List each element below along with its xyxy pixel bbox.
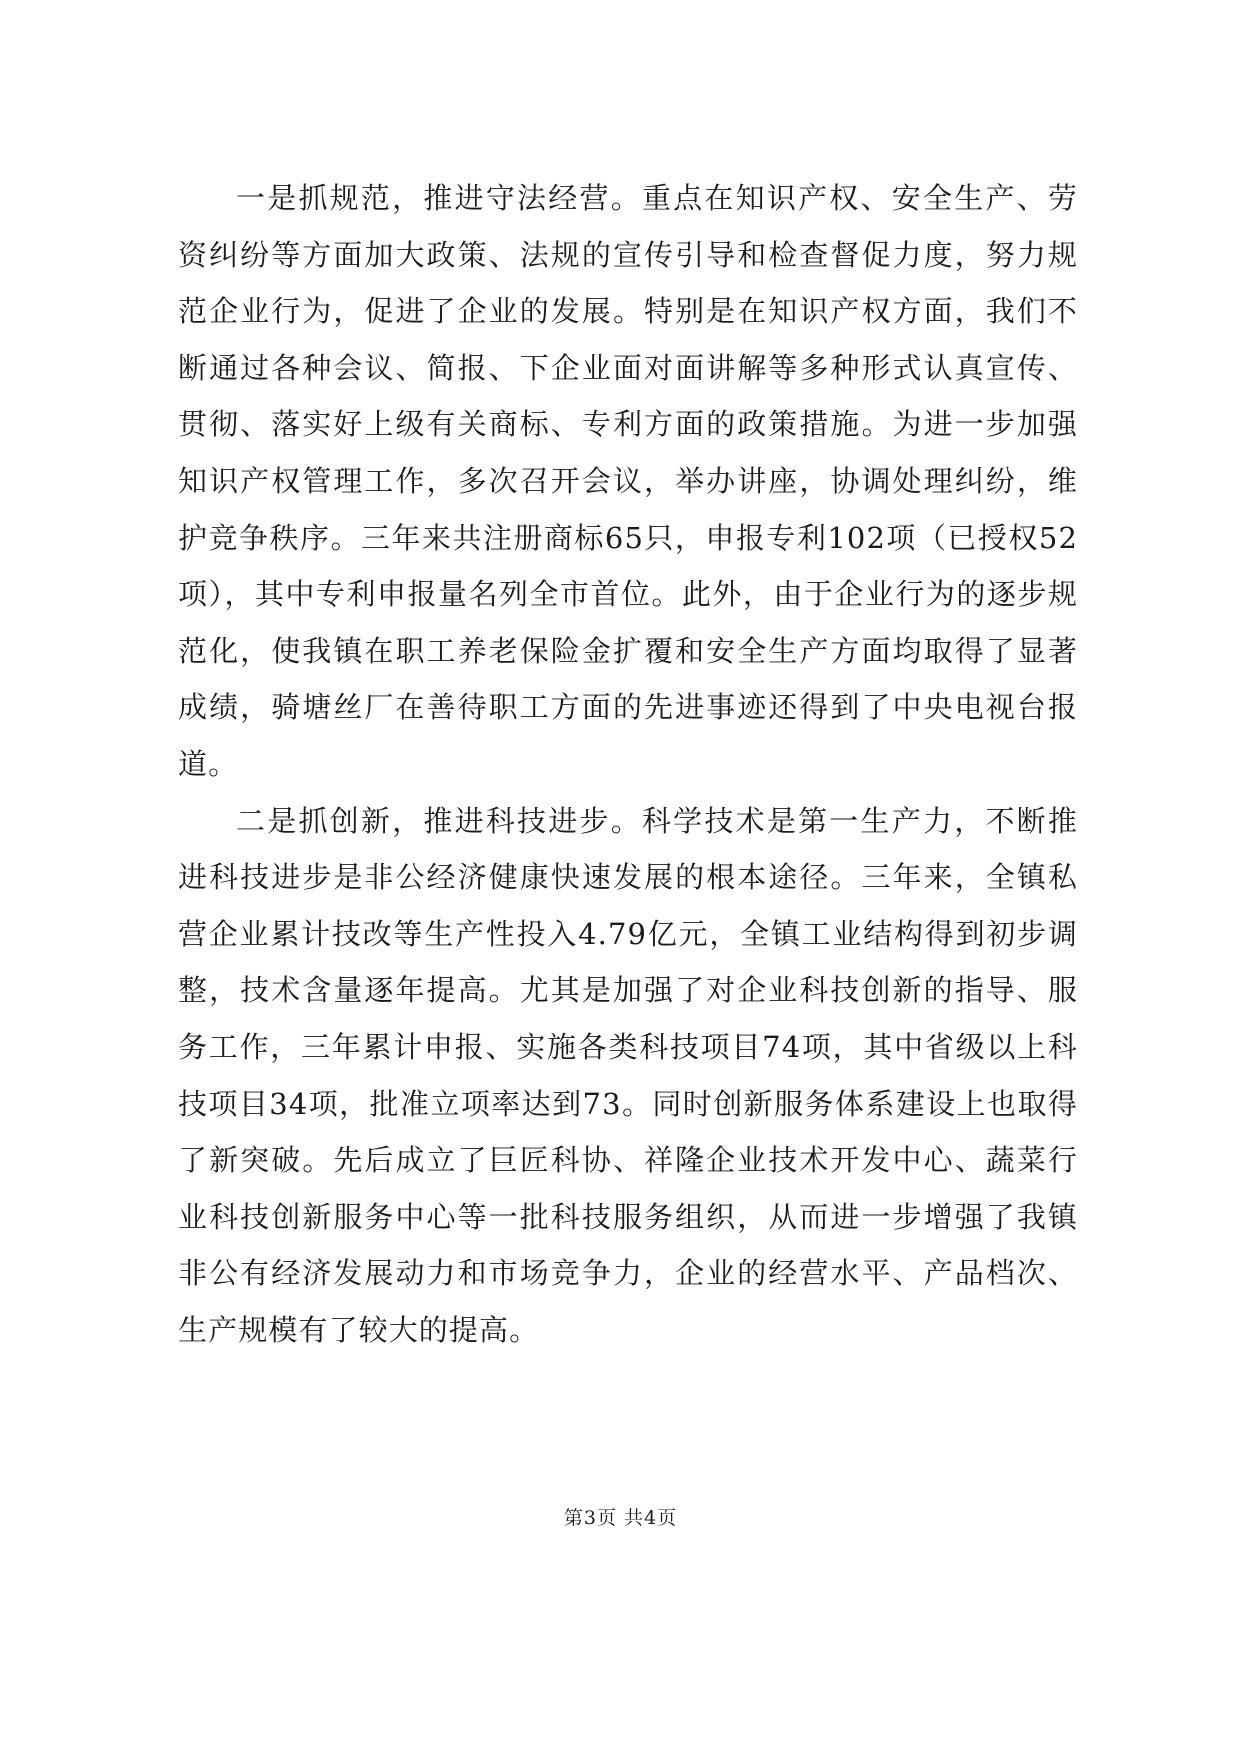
document-body [178,170,1078,1358]
page-footer: 第3页 共4页 [563,1507,678,1529]
paragraph-standardization: 一是抓规范，推进守法经营。重点在知识产权、安全生产、劳资纠纷等方面加大政策、法规的宣传引导和检查督促力度，努力规范企业行为，促进了企业的发展。特别是在知识产权方面，我们不断通过各种会议、简报、下企业面对面讲解等多种形式认真宣传、贯彻、落实好上级有关商标、专利方面的政策措施。为进一步加强知识产权管理工作，多次召开会议，举办讲座，协调处理纠纷，维护竞争秩序。三年来共注册商标65只，申报专利102项（已授权52项），其中专利申报量名列全市首位。此外，由于企业行为的逐步规范化，使我镇在职工养老保险金扩覆和安全生产方面均取得了显著成绩，骑塘丝厂在善待职工方面的先进事迹还得到了中央电视台报道。 [178,181,1078,781]
paragraph-innovation: 二是抓创新，推进科技进步。科学技术是第一生产力，不断推进科技进步是非公经济健康快速发展的根本途径。三年来，全镇私营企业累计技改等生产性投入4.79亿元，全镇工业结构得到初步调整，技术含量逐年提高。尤其是加强了对企业科技创新的指导、服务工作，三年累计申报、实施各类科技项目74项，其中省级以上科技项目34项，批准立项率达到73。同时创新服务体系建设上也取得了新突破。先后成立了巨匠科协、祥隆企业技术开发中心、蔬菜行业科技创新服务中心等一批科技服务组织，从而进一步增强了我镇非公有经济发展动力和市场竞争力，企业的经营水平、产品档次、生产规模有了较大的提高。 [178,803,1078,1347]
